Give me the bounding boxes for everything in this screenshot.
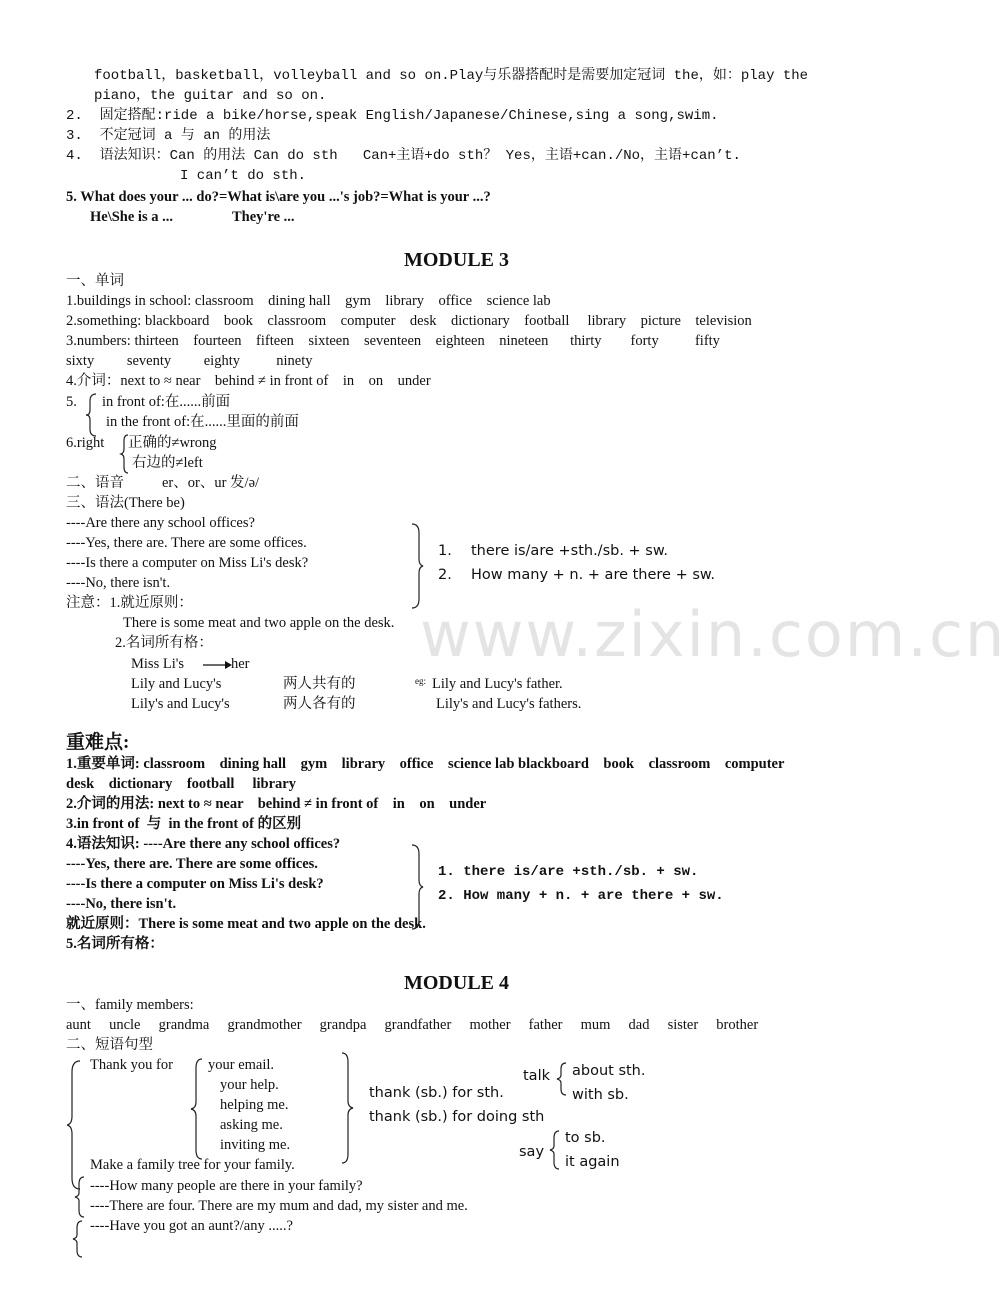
m3-words-4: sixty seventy eighty ninety: [66, 353, 313, 369]
key-line-6: ----Yes, there are. There are some offices.: [66, 856, 318, 872]
top-line-3: 2. 固定搭配:ride a bike/horse,speak English/Japanese/Chinese,sing a song,swim.: [66, 108, 719, 124]
m4-family-words: aunt uncle grandma grandmother grandpa grandfather mother father mum dad sister brother: [66, 1017, 759, 1033]
m3-section-phonetics: 二、语音: [66, 475, 124, 491]
module-4-title: MODULE 4: [404, 972, 509, 994]
top-line-5: 4. 语法知识：Can 的用法 Can do sth Can+主语+do sth？ Yes，主语+can./No，主语+can’t.: [66, 148, 741, 164]
m4-your-email: your email.: [208, 1057, 275, 1073]
m4-say-again: it again: [565, 1154, 620, 1170]
m3-grammar-q1: ----Are there any school offices?: [66, 515, 255, 531]
m4-talk-with: with sb.: [572, 1087, 629, 1103]
brace-right-icon: [410, 523, 424, 609]
m3-rule-1: there is/are +sth./sb. + sw.: [471, 543, 668, 559]
m3-right-side: 右边的≠left: [132, 455, 203, 471]
m3-shared-example: Lily and Lucy's father.: [432, 676, 563, 692]
key-line-4: 3.in front of 与 in the front of 的区别: [66, 816, 302, 832]
brace-left-icon: [556, 1062, 568, 1096]
m4-asking-me: asking me.: [220, 1117, 283, 1133]
m4-inviting-me: inviting me.: [220, 1137, 291, 1153]
module-3-title: MODULE 3: [404, 249, 509, 271]
m3-item-6-right: 6.right: [66, 435, 105, 451]
m3-possessive-miss-li: Miss Li's: [131, 656, 184, 672]
m3-rule-1-num: 1.: [438, 543, 452, 559]
top-line-6: I can’t do sth.: [180, 168, 307, 184]
brace-left-icon: [72, 1220, 84, 1258]
key-line-7: ----Is there a computer on Miss Li's desk?: [66, 876, 324, 892]
m3-grammar-a2: ----No, there isn't.: [66, 575, 171, 591]
top-line-8b: They're ...: [232, 209, 295, 225]
brace-right-icon: [410, 844, 424, 930]
m3-section-words: 一、单词: [66, 273, 124, 289]
key-rule-1: 1. there is/are +sth./sb. + sw.: [438, 864, 699, 880]
key-line-1: 1.重要单词: classroom dining hall gym library office science lab blackboard book classroom computer: [66, 756, 785, 772]
brace-left-icon: [86, 393, 98, 437]
m3-note-example: There is some meat and two apple on the desk.: [123, 615, 395, 631]
m4-helping-me: helping me.: [220, 1097, 289, 1113]
brace-left-icon: [66, 1060, 82, 1190]
m3-note-2: 2.名词所有格：: [115, 635, 213, 651]
key-line-2: desk dictionary football library: [66, 776, 296, 792]
m3-grammar-q2: ----Is there a computer on Miss Li's desk?: [66, 555, 309, 571]
top-line-8a: He\She is a ...: [90, 209, 173, 225]
m4-talk: talk: [523, 1068, 550, 1084]
m3-lilys-and-lucys: Lily's and Lucy's: [131, 696, 230, 712]
key-line-8: ----No, there isn't.: [66, 896, 177, 912]
m4-thank-sth: thank (sb.) for sth.: [369, 1085, 504, 1101]
m4-section-family: 一、family members:: [66, 997, 194, 1013]
m3-words-2: 2.something: blackboard book classroom computer desk dictionary football library picture television: [66, 313, 752, 329]
m3-in-the-front-of: in the front of:在......里面的前面: [106, 414, 299, 430]
key-points-title: 重难点:: [66, 732, 130, 753]
m3-each: 两人各有的: [283, 696, 356, 712]
m4-have-you-got: ----Have you got an aunt?/any .....?: [90, 1218, 293, 1234]
top-line-2: piano，the guitar and so on.: [94, 88, 327, 104]
m3-eg: eg:: [415, 676, 426, 686]
m4-thank-doing: thank (sb.) for doing sth: [369, 1109, 545, 1125]
m4-thank-you-for: Thank you for: [90, 1057, 173, 1073]
m3-each-example: Lily's and Lucy's fathers.: [436, 696, 582, 712]
m3-rule-2-num: 2.: [438, 567, 452, 583]
m4-how-many: ----How many people are there in your family?: [90, 1178, 363, 1194]
m4-there-are-four: ----There are four. There are my mum and dad, my sister and me.: [90, 1198, 468, 1214]
m4-family-tree: Make a family tree for your family.: [90, 1157, 295, 1173]
m3-in-front-of: in front of:在......前面: [102, 394, 231, 410]
m3-shared: 两人共有的: [283, 676, 356, 692]
brace-left-icon: [190, 1058, 204, 1160]
arrow-right-icon: [203, 660, 233, 670]
m3-words-1: 1.buildings in school: classroom dining hall gym library office science lab: [66, 293, 551, 309]
key-line-3: 2.介词的用法: next to ≈ near behind ≠ in front of in on under: [66, 796, 487, 812]
key-rule-2: 2. How many + n. + are there + sw.: [438, 888, 724, 904]
m3-words-5: 4.介词：next to ≈ near behind ≠ in front of in on under: [66, 373, 431, 389]
m3-grammar-a1: ----Yes, there are. There are some offices.: [66, 535, 307, 551]
top-line-4: 3. 不定冠词 a 与 an 的用法: [66, 128, 271, 144]
m3-lily-and-lucy: Lily and Lucy's: [131, 676, 222, 692]
watermark: www.zixin.com.cn: [420, 598, 1006, 671]
m4-say-to: to sb.: [565, 1130, 606, 1146]
key-line-5: 4.语法知识: ----Are there any school offices?: [66, 836, 341, 852]
m4-say: say: [519, 1144, 545, 1160]
m3-note-1: 注意：1.就近原则：: [66, 595, 193, 611]
key-line-10: 5.名词所有格：: [66, 936, 164, 952]
brace-right-icon: [340, 1052, 354, 1164]
m4-your-help: your help.: [220, 1077, 279, 1093]
m3-possessive-her: her: [231, 656, 250, 672]
key-line-9: 就近原则：There is some meat and two apple on the desk.: [66, 916, 426, 932]
m3-rule-2: How many + n. + are there + sw.: [471, 567, 716, 583]
m3-right-correct: 正确的≠wrong: [128, 435, 217, 451]
top-line-1: football，basketball，volleyball and so on.Play与乐器搭配时是需要加定冠词 the，如：play the: [94, 68, 809, 84]
m4-section-phrases: 二、短语句型: [66, 1037, 153, 1053]
m3-words-3: 3.numbers: thirteen fourteen fifteen sixteen seventeen eighteen nineteen thirty forty fifty: [66, 333, 720, 349]
m4-talk-about: about sth.: [572, 1063, 646, 1079]
m3-item-5-num: 5.: [66, 394, 77, 410]
m3-phonetics-content: er、or、ur 发/ə/: [162, 475, 260, 491]
top-line-7: 5. What does your ... do?=What is\are you ...'s job?=What is your ...?: [66, 189, 491, 205]
brace-left-icon: [549, 1130, 561, 1170]
brace-left-icon: [74, 1176, 86, 1218]
m3-section-grammar: 三、语法(There be): [66, 495, 185, 511]
